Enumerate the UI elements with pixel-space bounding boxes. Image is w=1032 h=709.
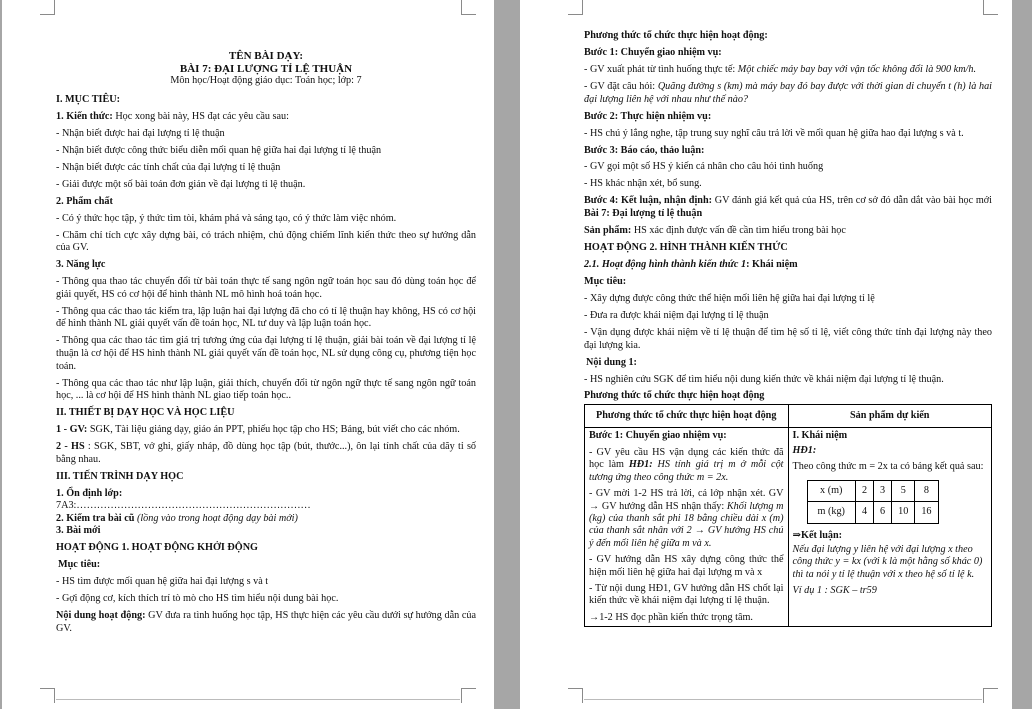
definition: Nếu đại lượng y liên hệ với đại lượng x theo công thức y = kx (với k là một hằng số khác 0) thì ta nói y tỉ lệ thuận với x theo hệ số tỉ lệ k. [792,543,983,580]
paragraph: Bước 4: Kết luận, nhận định: GV đánh giá kết quả của HS, trên cơ sở đó dẫn dắt vào bài học mới Bài 7: Đại lượng tỉ lệ thuận [584,195,992,220]
list-item: - GV hướng dẫn HS xây dựng công thức thể hiện mối liên hệ giữa hai đại lượng m và x [589,554,784,578]
step-heading: Bước 2: Thực hiện nhiệm vụ: [584,110,712,122]
section-heading: II. THIẾT BỊ DẠY HỌC VÀ HỌC LIỆU [56,407,235,419]
activity-heading: HOẠT ĐỘNG 1. HOẠT ĐỘNG KHỞI ĐỘNG [56,542,258,554]
right-page [520,0,1012,709]
subheading: 2.1. Hoạt động hình thành kiến thức 1: Khái niệm [584,259,798,270]
class-attendance: 7A3:…………………………………………………………… [56,500,311,512]
m-value: 6 [874,502,892,523]
paragraph: 1. Kiến thức: Học xong bài này, HS đạt các yêu cầu sau: [56,110,289,122]
m-value: 16 [915,502,938,523]
values-table [807,480,939,524]
table-cell-products [788,428,992,627]
list-item: - Thông qua các thao tác tìm giá trị tương ứng của đại lượng tỉ lệ thuận, giải bài toán về đại lượng tỉ lệ thuận là cơ hội để HS hình thành NL giải quyết vấn đề toán học, NL sử dụng công cụ, phương tiện học toán. [56,335,476,372]
footer-line [56,699,460,700]
paragraph: 2 - HS : SGK, SBT, vở ghi, giấy nháp, đồ dùng học tập (bút, thước...), ôn lại tính chất của dãy tỉ số bằng nhau. [56,441,477,465]
x-value: 8 [915,480,938,501]
list-item: - Vận dụng được khái niệm về tỉ lệ thuận để tìm hệ số tỉ lệ, viết công thức tính đại lượng này theo đại lượng kia. [584,326,992,351]
conclusion-heading: ⇒Kết luận: [792,529,843,541]
table-header: Phương thức tổ chức thực hiện hoạt động [585,405,789,428]
row-label-m: m (kg) [807,502,855,523]
paragraph: 1 - GV: SGK, Tài liệu giảng dạy, giáo án PPT, phiếu học tập cho HS; Bảng, bút viết cho các nhóm. [56,424,460,436]
right-page-content [584,30,992,627]
subheading: 1. Ổn định lớp: [56,487,123,499]
list-item: - GV đặt câu hỏi: Quãng đường s (km) mà máy bay đó bay được với thời gian di chuyển t (h) là hai đại lượng liên hệ với nhau như thế nào? [584,80,992,105]
step-heading: Bước 1: Chuyển giao nhiệm vụ: [584,46,722,58]
list-item: - HS nghiên cứu SGK để tìm hiểu nội dung kiến thức về khái niệm đại lượng tỉ lệ thuận. [584,373,944,385]
paragraph: Sản phẩm: HS xác định được vấn đề cần tìm hiểu trong bài học [584,225,846,237]
paragraph: Nội dung hoạt động: GV đưa ra tình huống học tập, HS thực hiện các yêu cầu dưới sự hướng dẫn của GV. [56,610,476,634]
margin-marker [40,688,55,703]
subheading: Mục tiêu: [58,559,101,571]
table-header: Sản phẩm dự kiến [788,405,992,428]
lesson-title: BÀI 7: ĐẠI LƯỢNG TỈ LỆ THUẬN [179,62,353,75]
x-value: 2 [855,480,873,501]
subject-line: Môn học/Hoạt động giáo dục: Toán học; lớp: 7 [170,75,362,87]
step-heading: Bước 3: Báo cáo, thảo luận: [584,144,705,156]
paragraph: Theo công thức m = 2x ta có bảng kết quả sau: [792,461,984,473]
subheading: 3. Năng lực [56,259,106,271]
list-item: - GV xuất phát từ tình huống thực tế: Một chiếc máy bay bay với vận tốc không đổi là 900 km/h. [584,63,977,75]
margin-marker [461,688,476,703]
subheading: 3. Bài mới [56,525,101,537]
x-value: 5 [892,480,915,501]
list-item: - Nhận biết được các tính chất của đại lượng tỉ lệ thuận [56,161,281,173]
margin-marker [568,0,583,15]
section-heading: I. MỤC TIÊU: [56,93,121,105]
list-item: - Xây dựng được công thức thể hiện mối liên hệ giữa hai đại lượng tỉ lệ [584,292,875,304]
subheading: 2. Phẩm chất [56,195,113,207]
list-item: - GV yêu cầu HS vận dụng các kiến thức đã học làm HĐ1: HS tính giá trị m ở mỗi cột tương ứng theo công thức m = 2x. [589,446,784,483]
m-value: 10 [892,502,915,523]
list-item: - Thông qua thao tác chuyển đổi từ bài toán thực tế sang ngôn ngữ toán học sau đó dùng toán học để giải quyết, HS có cơ hội để hình thành NL mô hình hoá toán học. [56,276,476,300]
subheading: HĐ1: [792,444,817,456]
margin-marker [568,688,583,703]
list-item: - GV gọi một số HS ý kiến cá nhân cho câu hỏi tình huống [584,161,824,173]
list-item: - Từ nội dung HĐ1, GV hướng dẫn HS chốt lại kiến thức về khái niệm đại lượng tỉ lệ thuận. [589,582,784,607]
subheading: Nội dung 1: [586,356,637,368]
list-item: - HS chú ý lắng nghe, tập trung suy nghĩ câu trả lời về mối quan hệ giữa hao đại lượng s và t. [584,127,964,139]
paragraph: 2. Kiểm tra bài cũ (lồng vào trong hoạt động dạy bài mới) [56,512,298,524]
margin-marker [983,688,998,703]
list-item: - Chăm chỉ tích cực xây dựng bài, có trách nhiệm, chủ động chiếm lĩnh kiến thức theo sự hướng dẫn của GV. [56,229,476,254]
list-item: - Gợi động cơ, kích thích trí tò mò cho HS tìm hiểu nội dung bài học. [56,593,339,605]
table-cell-methods [585,428,789,627]
list-item: - Thông qua các thao tác như lập luận, giải thích, chuyển đổi từ ngôn ngữ thực tế sang ngôn ngữ toán học, ... là cơ hội để HS hình thành NL giao tiếp toán học.. [56,377,476,402]
list-item: →1-2 HS đọc phần kiến thức trọng tâm. [589,611,753,623]
margin-marker [40,0,55,15]
step-heading: Bước 1: Chuyển giao nhiệm vụ: [589,430,727,442]
list-item: - HS tìm được mối quan hệ giữa hai đại lượng s và t [56,576,269,588]
margin-marker [461,0,476,15]
subheading: Mục tiêu: [584,275,627,287]
activity-heading: HOẠT ĐỘNG 2. HÌNH THÀNH KIẾN THỨC [584,242,788,254]
section-heading: III. TIẾN TRÌNH DẠY HỌC [56,470,184,482]
list-item: - GV mời 1-2 HS trả lời, cả lớp nhận xét. GV → GV hướng dẫn HS nhận thấy: Khối lượng m (kg) của thanh sắt phi 18 bằng chiều dài x (m) của thanh sắt nhân với 2 → GV hướng HS chú ý đến mối liên hệ giữa m và x. [589,488,784,549]
x-value: 3 [874,480,892,501]
list-item: - Nhận biết được công thức biểu diễn mối quan hệ giữa hai đại lượng tỉ lệ thuận [56,144,382,156]
list-item: - Đưa ra được khái niệm đại lượng tỉ lệ thuận [584,309,769,321]
row-label-x: x (m) [807,480,855,501]
list-item: - Có ý thức học tập, ý thức tìm tòi, khám phá và sáng tạo, có ý thức làm việc nhóm. [56,212,397,224]
margin-marker [983,0,998,15]
activity-table [584,404,992,627]
subheading: I. Khái niệm [792,430,848,442]
footer-line [584,699,982,700]
m-value: 4 [855,502,873,523]
subheading: Phương thức tổ chức thực hiện hoạt động: [584,30,768,41]
left-page-content [56,50,476,640]
example-ref: Ví dụ 1 : SGK – tr59 [792,585,877,597]
left-page [2,0,494,709]
lesson-label: TÊN BÀI DẠY: [228,50,304,62]
subheading: Phương thức tổ chức thực hiện hoạt động [584,390,765,402]
list-item: - HS khác nhận xét, bổ sung. [584,178,702,190]
list-item: - Giải được một số bài toán đơn giản về đại lượng tỉ lệ thuận. [56,178,306,190]
list-item: - Thông qua các thao tác kiểm tra, lập luận hai đại lượng đã cho có tỉ lệ thuận hay không, HS có cơ hội để hình thành NL giải quyết vấn đề toán học, NL tư duy và lập luận toán học. [56,305,476,330]
list-item: - Nhận biết được hai đại lượng tỉ lệ thuận [56,127,225,139]
